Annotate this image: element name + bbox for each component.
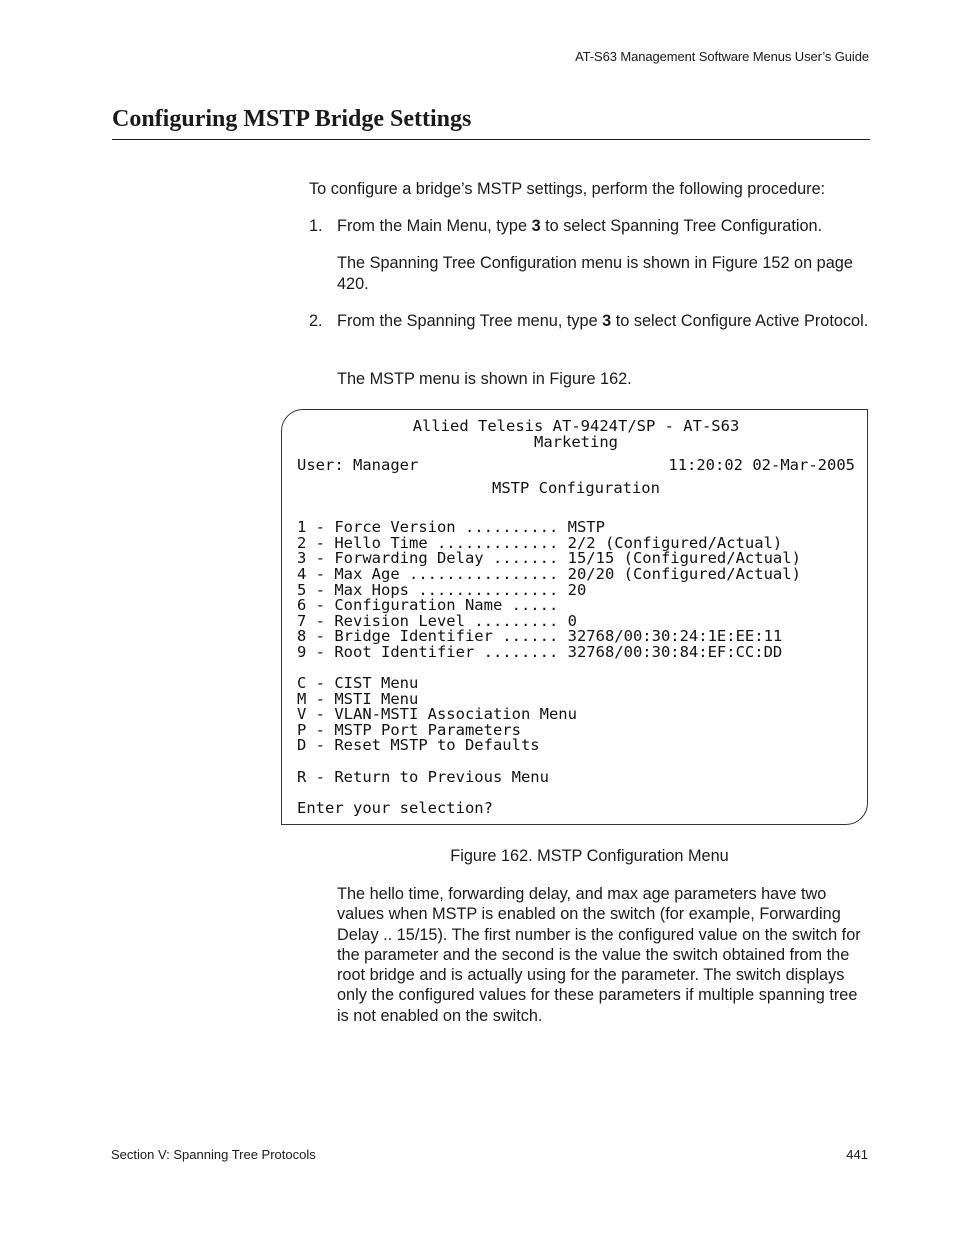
menu-option[interactable]: 8 - Bridge Identifier ...... 32768/00:30:24:1E:EE:11: [297, 627, 783, 645]
menu-option[interactable]: 9 - Root Identifier ........ 32768/00:30:84:EF:CC:DD: [297, 643, 783, 661]
step-1-note: The Spanning Tree Configuration menu is shown in Figure 152 on page 420.: [337, 254, 853, 293]
menu-key: 3: [531, 217, 541, 235]
device-line: Allied Telesis AT-9424T/SP - AT-S63: [412, 417, 740, 435]
intro-paragraph: To configure a bridge’s MSTP settings, perform the following procedure:: [309, 180, 826, 198]
submenu-option[interactable]: P - MSTP Port Parameters: [297, 721, 521, 739]
menu-option[interactable]: 3 - Forwarding Delay ....... 15/15 (Configured/Actual): [297, 549, 801, 567]
menu-title: MSTP Configuration: [492, 479, 660, 497]
step-text: From the Main Menu, type 3 to select Spanning Tree Configuration.: [337, 217, 823, 235]
location-line: Marketing: [534, 433, 618, 451]
running-header: AT-S63 Management Software Menus User’s Guide: [575, 49, 869, 64]
menu-key: 3: [602, 312, 612, 330]
datetime: 11:20:02 02-Mar-2005: [668, 456, 855, 474]
submenu-option[interactable]: M - MSTI Menu: [297, 690, 419, 708]
page-number: 441: [846, 1147, 868, 1162]
figure-caption: Figure 162. MSTP Configuration Menu: [450, 847, 729, 865]
selection-prompt[interactable]: Enter your selection?: [297, 799, 493, 817]
menu-option[interactable]: 2 - Hello Time ............. 2/2 (Configured/Actual): [297, 534, 783, 552]
explanation-paragraph: The hello time, forwarding delay, and max age parameters have two values when MSTP is enabled on the switch (for example, Forwarding Delay .. 15/15). The first number is the configured value on the switch for the parameter and the second is the value the switch obtained from the root bridge and is actually using for the parameter. The switch displays only the configured values for these parameters if multiple spanning tree is not enabled on the switch.: [337, 885, 861, 1025]
step-2-note: The MSTP menu is shown in Figure 162.: [337, 370, 632, 388]
submenu-option[interactable]: D - Reset MSTP to Defaults: [297, 736, 540, 754]
submenu-option[interactable]: C - CIST Menu: [297, 674, 419, 692]
submenu-option[interactable]: V - VLAN-MSTI Association Menu: [297, 705, 577, 723]
menu-option[interactable]: 4 - Max Age ................ 20/20 (Configured/Actual): [297, 565, 801, 583]
menu-option[interactable]: 7 - Revision Level ......... 0: [297, 612, 577, 630]
terminal-screen: [297, 416, 855, 826]
step-text: From the Spanning Tree menu, type 3 to select Configure Active Protocol.: [337, 312, 869, 330]
menu-option[interactable]: 5 - Max Hops ............... 20: [297, 581, 587, 599]
section-title: Configuring MSTP Bridge Settings: [112, 106, 472, 132]
return-option[interactable]: R - Return to Previous Menu: [297, 768, 549, 786]
footer-section: Section V: Spanning Tree Protocols: [111, 1147, 316, 1162]
title-rule: [112, 139, 870, 140]
step-number: 2.: [309, 312, 323, 330]
step-number: 1.: [309, 217, 323, 235]
menu-option[interactable]: 6 - Configuration Name .....: [297, 596, 559, 614]
user-line: User: Manager: [297, 456, 419, 474]
menu-option[interactable]: 1 - Force Version .......... MSTP: [297, 518, 605, 536]
